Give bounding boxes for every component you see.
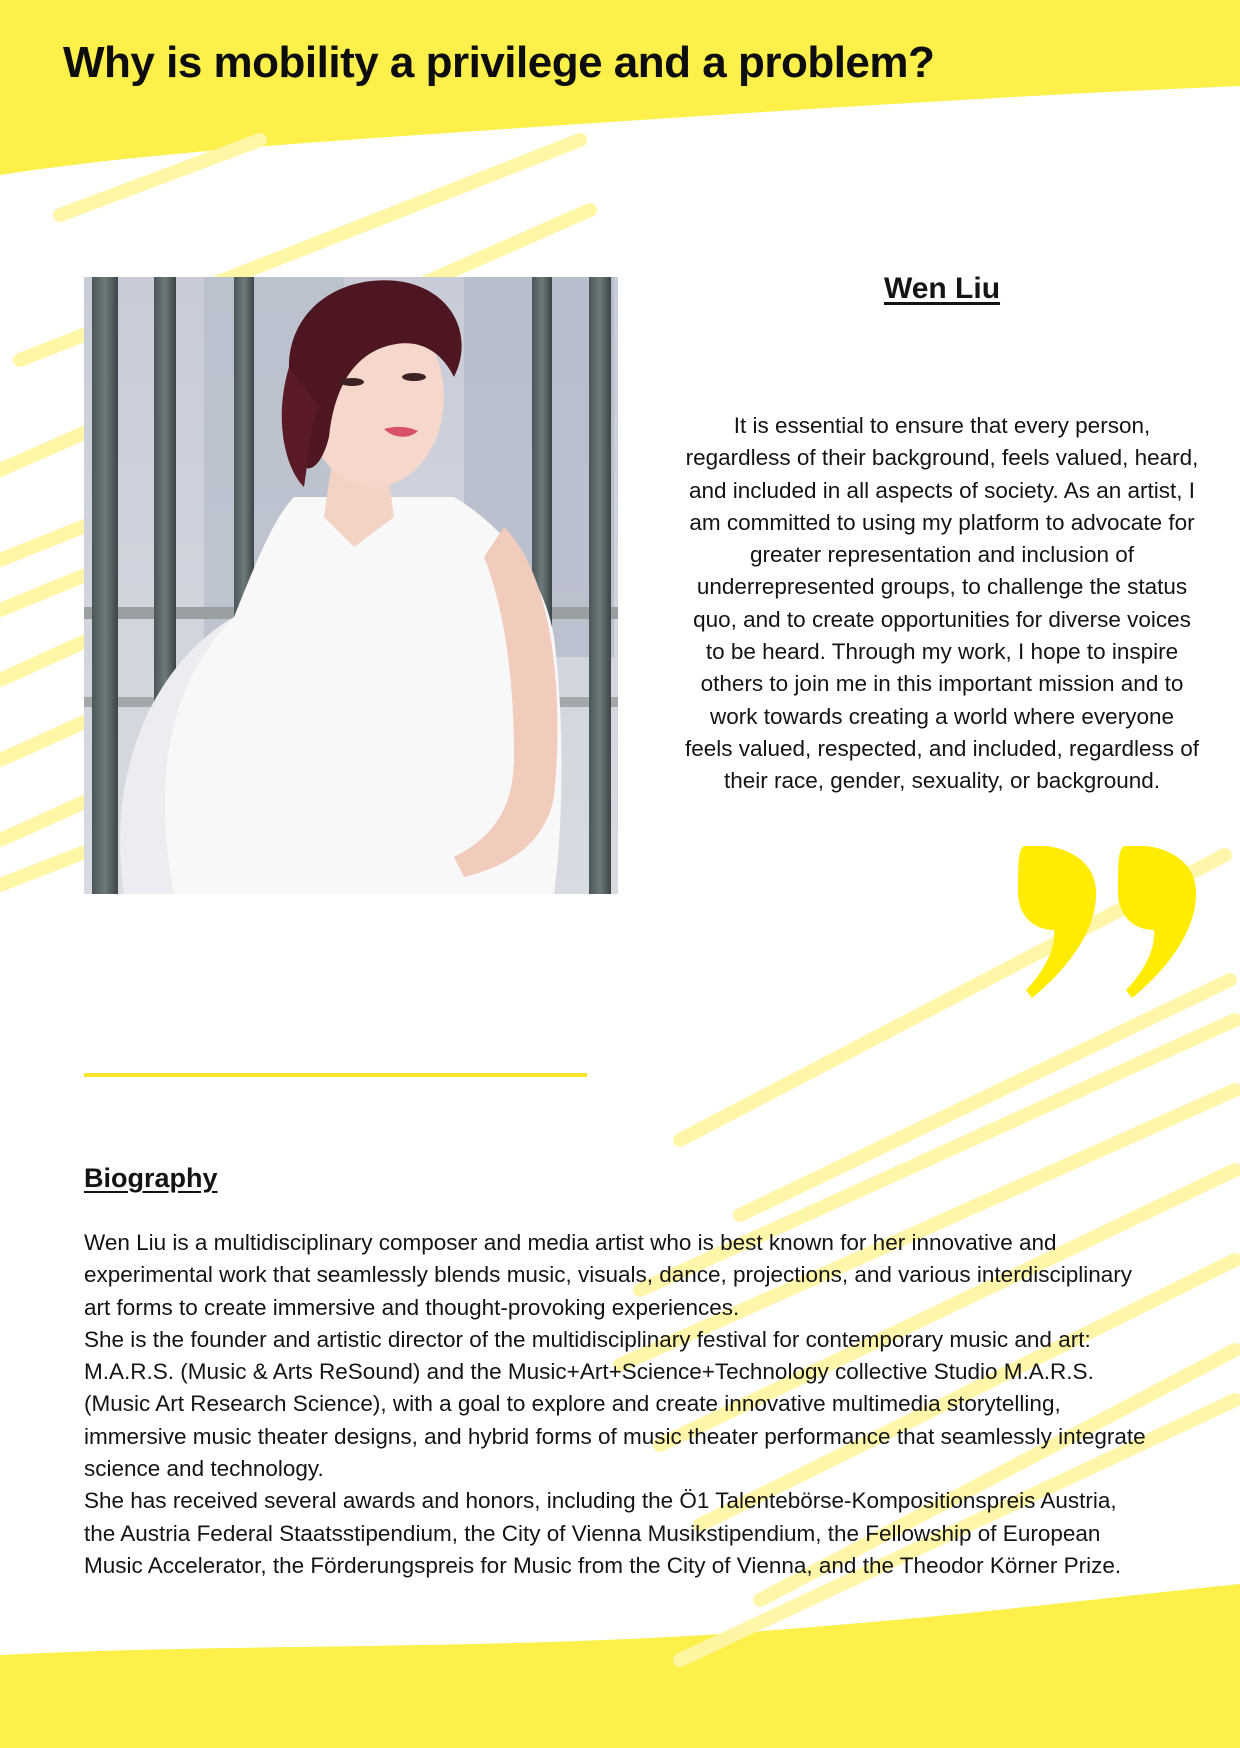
biography-paragraph: Wen Liu is a multidisciplinary composer and media artist who is best known for her innovative and experimental work that seamlessly blends music, visuals, dance, projections, and various interdisciplinary art forms to create immersive and thought-provoking experiences.: [84, 1230, 1132, 1320]
closing-quote-icon: [1018, 846, 1208, 998]
footer-band: [0, 1584, 1240, 1748]
biography-heading: Biography: [84, 1163, 218, 1193]
biography-paragraph: She is the founder and artistic director of the multidisciplinary festival for contemporary music and art: M.A.R.S. (Music & Arts ReSound) and the Music+Art+Science+Technology collective Studio M.A.R.S. (Music Art Research Science), with a goal to explore and create innovative multimedia storytelling, immersive music theater designs, and hybrid forms of music theater performance that seamlessly integrate science and technology.: [84, 1326, 1146, 1482]
portrait-photo: [84, 277, 618, 894]
profile-quote: It is essential to ensure that every person, regardless of their background, feels valued, heard, and included in all aspects of society. As an artist, I am committed to using my platform to advocate for greater representation and inclusion of underrepresented groups, to challenge the status quo, and to create opportunities for diverse voices to be heard. Through my work, I hope to inspire others to join me in this important mission and to work towards creating a world where everyone feels valued, respected, and included, regardless of their race, gender, sexuality, or background.: [684, 413, 1200, 794]
biography-paragraph: She has received several awards and honors, including the Ö1 Talentebörse-Kompositionspreis Austria, the Austria Federal Staatsstipendium, the City of Vienna Musikstipendium, the Fellowship of European Music Accelerator, the Förderungspreis for Music from the City of Vienna, and the Theodor Körner Prize.: [84, 1488, 1122, 1578]
profile-name: Wen Liu: [883, 272, 1001, 305]
biography-body: [84, 1227, 1154, 1582]
page-title: Why is mobility a privilege and a problem?: [63, 38, 935, 87]
section-divider: [84, 1073, 587, 1077]
